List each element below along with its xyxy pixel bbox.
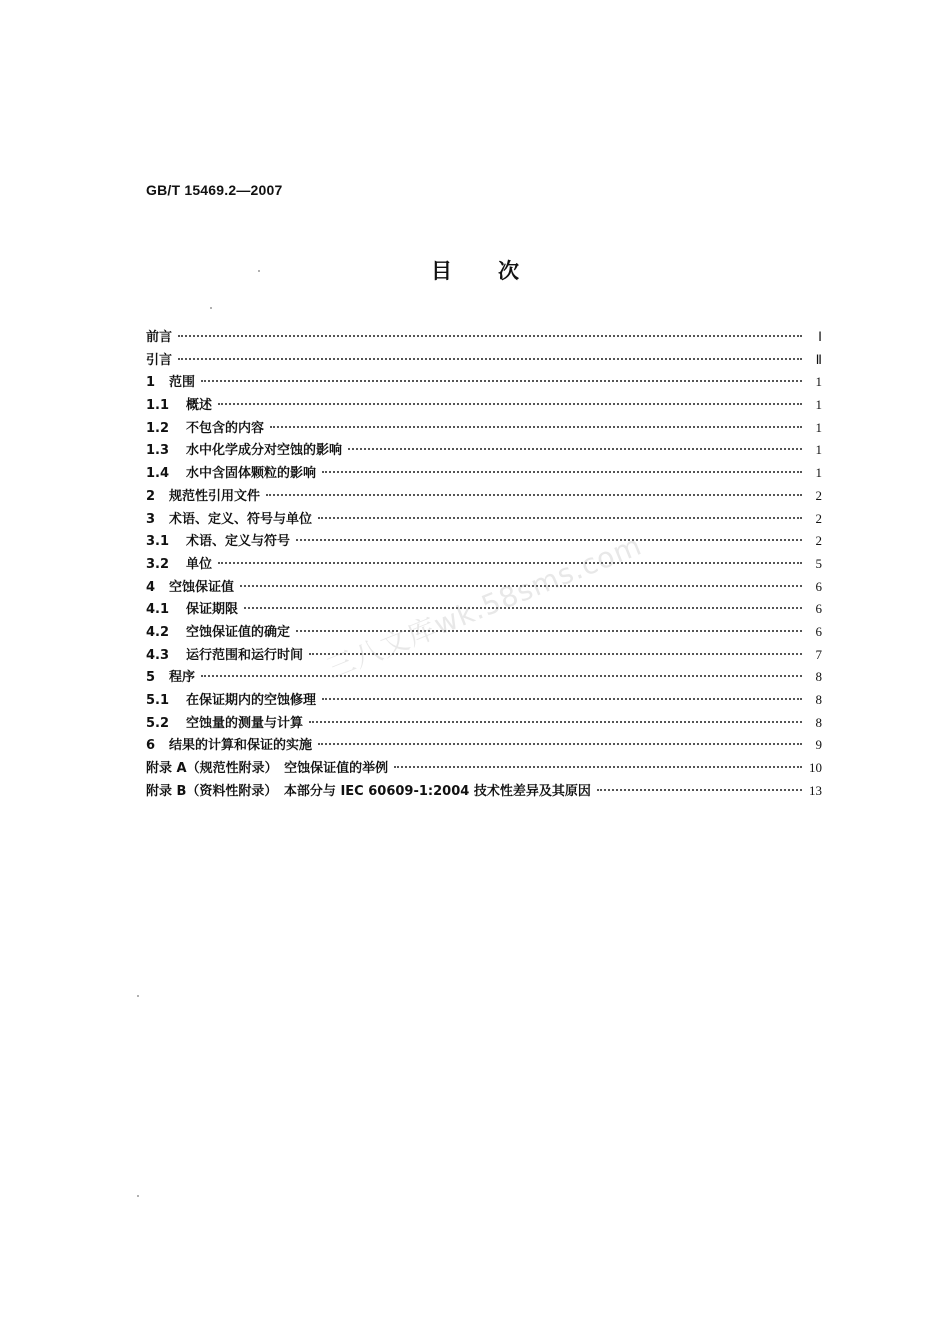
toc-entry-number: 4.3 xyxy=(146,647,170,663)
scan-speck xyxy=(210,307,212,309)
toc-entry-title: 程序 xyxy=(169,670,196,686)
toc-entry-number: 5 xyxy=(146,670,156,686)
table-of-contents xyxy=(146,326,822,802)
toc-dot-leader xyxy=(270,426,802,428)
toc-entry-title: 水中化学成分对空蚀的影响 xyxy=(186,443,343,459)
toc-dot-leader xyxy=(309,721,802,723)
toc-entry-number: 2 xyxy=(146,488,156,504)
toc-title-char-1: 目 xyxy=(431,259,452,283)
toc-entry[interactable] xyxy=(146,394,822,417)
toc-entry[interactable] xyxy=(146,371,822,394)
toc-entry-page: Ⅰ xyxy=(818,329,822,344)
toc-dot-leader xyxy=(201,675,802,677)
toc-entry[interactable] xyxy=(146,553,822,576)
toc-entry[interactable] xyxy=(146,644,822,667)
toc-entry-page: 8 xyxy=(815,692,822,707)
toc-entry-number: 3 xyxy=(146,511,156,527)
toc-entry[interactable] xyxy=(146,485,822,508)
toc-entry-page: 13 xyxy=(809,782,822,798)
toc-entry[interactable] xyxy=(146,757,822,780)
toc-entry-title: 范围 xyxy=(169,375,196,391)
toc-entry-title: 在保证期内的空蚀修理 xyxy=(186,693,317,708)
toc-entry-title: 前言 xyxy=(146,330,173,345)
toc-entry-number: 5.2 xyxy=(146,715,170,731)
toc-dot-leader xyxy=(322,698,802,700)
toc-entry[interactable] xyxy=(146,462,822,485)
toc-entry-number: 3.1 xyxy=(146,534,170,550)
toc-dot-leader xyxy=(296,539,802,541)
toc-dot-leader xyxy=(318,743,802,745)
toc-entry-title: 保证期限 xyxy=(186,602,239,618)
toc-dot-leader xyxy=(266,494,802,496)
toc-dot-leader xyxy=(201,380,802,382)
toc-entry-number: 1.3 xyxy=(146,443,170,459)
toc-entry[interactable] xyxy=(146,508,822,531)
toc-entry-page: 1 xyxy=(815,397,822,413)
toc-entry-page: 1 xyxy=(815,374,822,390)
scan-speck xyxy=(137,1195,139,1197)
scan-speck xyxy=(137,995,139,997)
toc-entry-number: 1 xyxy=(146,375,156,391)
toc-entry-page: 6 xyxy=(815,578,822,594)
toc-entry[interactable] xyxy=(146,712,822,735)
toc-dot-leader xyxy=(318,517,802,519)
toc-entry-title: 不包含的内容 xyxy=(186,420,265,436)
toc-entry-page: 1 xyxy=(815,419,822,435)
toc-entry-title: 概述 xyxy=(186,398,213,414)
toc-entry-number: 3.2 xyxy=(146,556,170,572)
scan-speck xyxy=(258,270,260,272)
toc-entry[interactable] xyxy=(146,689,822,712)
toc-entry-title: 运行范围和运行时间 xyxy=(186,647,304,663)
toc-entry-page: 1 xyxy=(815,465,822,481)
toc-entry-number: 1.1 xyxy=(146,398,170,414)
toc-entry[interactable] xyxy=(146,734,822,757)
toc-entry-page: Ⅱ xyxy=(815,351,822,367)
toc-dot-leader xyxy=(218,403,802,405)
toc-entry-page: 8 xyxy=(815,669,822,685)
toc-dot-leader xyxy=(597,789,802,791)
toc-entry[interactable] xyxy=(146,780,822,803)
toc-entry-title: 空蚀保证值 xyxy=(169,579,235,595)
toc-dot-leader xyxy=(218,562,802,564)
toc-entry-page: 7 xyxy=(815,646,822,662)
toc-entry-page: 2 xyxy=(815,510,822,526)
toc-entry-title: 水中含固体颗粒的影响 xyxy=(186,466,317,482)
toc-entry-title: 引言 xyxy=(146,352,173,368)
toc-entry-title: 术语、定义与符号 xyxy=(186,534,291,550)
toc-entry-page: 2 xyxy=(815,487,822,503)
toc-entry-title: 空蚀保证值的确定 xyxy=(186,624,291,640)
toc-entry-page: 10 xyxy=(809,760,822,776)
toc-entry-number: 1.4 xyxy=(146,466,170,482)
toc-dot-leader xyxy=(178,358,802,360)
toc-entry-number: 1.2 xyxy=(146,420,170,436)
toc-dot-leader xyxy=(394,766,802,768)
document-code: GB/T 15469.2—2007 xyxy=(146,182,283,198)
toc-title xyxy=(0,255,950,285)
toc-entry-title: 规范性引用文件 xyxy=(169,488,261,504)
toc-entry-page: 1 xyxy=(815,442,822,458)
toc-entry-title: 附录 A（规范性附录） 空蚀保证值的举例 xyxy=(146,761,389,777)
toc-dot-leader xyxy=(348,448,802,450)
toc-dot-leader xyxy=(322,471,802,473)
toc-entry-title: 单位 xyxy=(186,556,213,572)
toc-entry-number: 5.1 xyxy=(146,693,170,708)
toc-entry-number: 6 xyxy=(146,738,156,754)
toc-dot-leader xyxy=(178,335,802,337)
toc-entry-number: 4 xyxy=(146,579,156,595)
toc-entry-page: 2 xyxy=(815,533,822,549)
toc-entry[interactable] xyxy=(146,666,822,689)
toc-entry-title: 附录 B（资料性附录） 本部分与 IEC 60609-1:2004 技术性差异及其原因 xyxy=(146,783,591,799)
toc-entry-page: 9 xyxy=(815,737,822,753)
toc-entry-page: 5 xyxy=(815,555,822,571)
toc-entry[interactable] xyxy=(146,417,822,440)
toc-entry-number: 4.1 xyxy=(146,602,170,618)
toc-entry-page: 6 xyxy=(815,623,822,639)
toc-entry-page: 8 xyxy=(815,714,822,730)
toc-entry-number: 4.2 xyxy=(146,624,170,640)
toc-entry-page: 6 xyxy=(815,601,822,617)
toc-entry[interactable] xyxy=(146,349,822,372)
toc-entry-title: 结果的计算和保证的实施 xyxy=(169,738,313,754)
toc-entry-title: 术语、定义、符号与单位 xyxy=(169,511,313,527)
toc-title-char-2: 次 xyxy=(498,259,519,283)
watermark: 三八文库wk.58sms.com xyxy=(321,528,647,686)
toc-entry[interactable] xyxy=(146,439,822,462)
toc-entry[interactable] xyxy=(146,326,822,349)
toc-entry-title: 空蚀量的测量与计算 xyxy=(186,715,304,731)
toc-entry[interactable] xyxy=(146,530,822,553)
